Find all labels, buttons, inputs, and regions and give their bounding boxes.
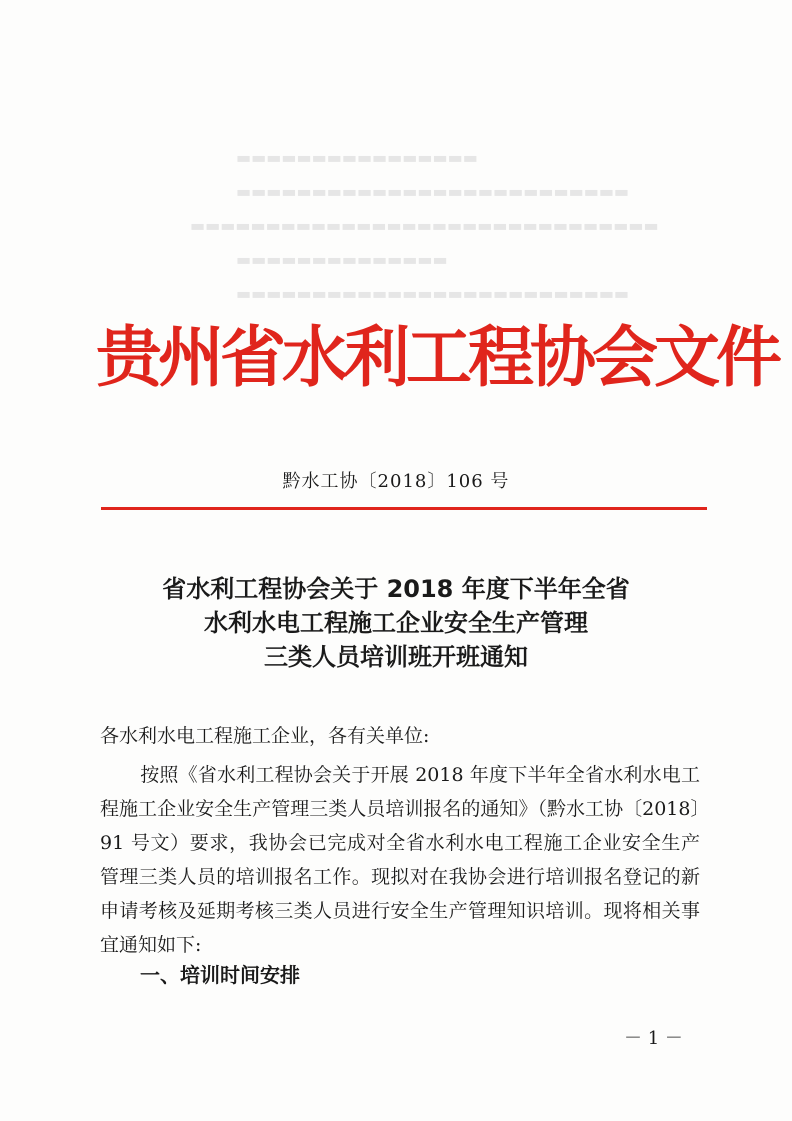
document-number: 黔水工协〔2018〕106 号: [282, 471, 510, 492]
bleed-through: ▬▬▬▬▬▬▬▬▬▬▬▬▬▬▬▬▬▬▬▬▬▬▬▬▬▬: [236, 182, 630, 201]
body-paragraph: [100, 758, 700, 962]
bleed-through: ▬▬▬▬▬▬▬▬▬▬▬▬▬▬: [236, 250, 448, 269]
bleed-through: ▬▬▬▬▬▬▬▬▬▬▬▬▬▬▬▬▬▬▬▬▬▬▬▬▬▬▬▬▬▬▬: [190, 216, 659, 235]
section-heading: 一、培训时间安排: [140, 963, 300, 987]
bleed-through: ▬▬▬▬▬▬▬▬▬▬▬▬▬▬▬▬▬▬▬▬▬▬▬▬▬▬: [236, 284, 630, 303]
bleed-through: ▬▬▬▬▬▬▬▬▬▬▬▬▬▬▬▬: [236, 148, 478, 167]
notice-title-line: 省水利工程协会关于 2018 年度下半年全省: [162, 575, 630, 603]
red-divider-line: [101, 507, 707, 510]
salutation: 各水利水电工程施工企业，各有关单位:: [100, 725, 430, 747]
masthead-title: 贵州省水利工程协会文件: [96, 319, 778, 396]
page-number: － 1 －: [624, 1028, 683, 1049]
body-paragraph-text: 按照《省水利工程协会关于开展 2018 年度下半年全省水利水电工程施工企业安全生产管理三类人员培训报名的通知》（黔水工协〔2018〕91 号文）要求，我协会已完成对全省水利水电工程施工企业安全生产管理三类人员的培训报名工作。现拟对在我协会进行培训报名登记的新申请考核及延期考核三类人员进行安全生产管理知识培训。现将相关事宜通知如下:: [100, 764, 700, 956]
notice-title-line: 水利水电工程施工企业安全生产管理: [204, 609, 588, 637]
notice-title: [0, 572, 792, 674]
notice-title-line: 三类人员培训班开班通知: [264, 643, 528, 671]
